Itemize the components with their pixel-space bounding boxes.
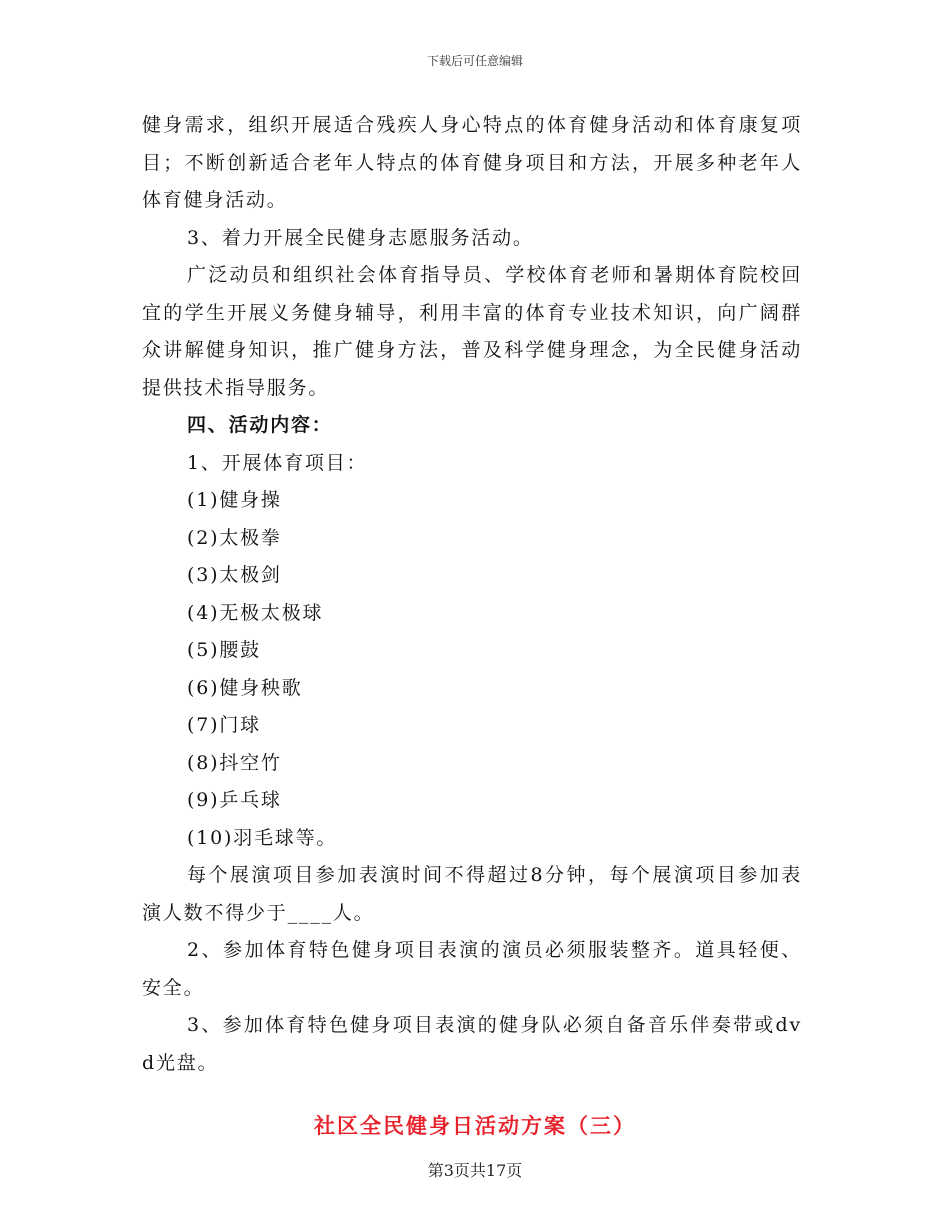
- list-item: (5)腰鼓: [187, 639, 261, 661]
- section-title: 社区全民健身日活动方案（三）: [314, 1113, 636, 1138]
- heading-volunteer-service: 3、着力开展全民健身志愿服务活动。: [187, 226, 534, 249]
- page-footer: 第3页共17页: [427, 1161, 523, 1180]
- list-item: (1)健身操: [187, 489, 282, 511]
- paragraph-music-rules: 3、参加体育特色健身项目表演的健身队必须自备音乐伴奏带或dvd光盘。: [142, 1014, 802, 1074]
- paragraph-costume-rules: 2、参加体育特色健身项目表演的演员必须服装整齐。道具轻便、安全。: [142, 939, 802, 999]
- document-body: [142, 107, 802, 1082]
- list-item: (7)门球: [187, 714, 261, 736]
- list-item: (4)无极太极球: [187, 601, 324, 624]
- paragraph-continued: 健身需求，组织开展适合残疾人身心特点的体育健身活动和体育康复项目；不断创新适合老年人特点的体育健身项目和方法，开展多种老年人体育健身活动。: [142, 114, 802, 211]
- list-item: (6)健身秧歌: [187, 676, 303, 699]
- list-item: (10)羽毛球等。: [187, 826, 338, 849]
- list-item: (8)抖空竹: [187, 751, 282, 774]
- list-item: (2)太极拳: [187, 526, 282, 549]
- section-heading-activity-content: 四、活动内容：: [187, 414, 333, 436]
- heading-sports-items: 1、开展体育项目：: [187, 451, 368, 474]
- paragraph-volunteer: 广泛动员和组织社会体育指导员、学校体育老师和暑期体育院校回宜的学生开展义务健身辅导，利用丰富的体育专业技术知识，向广阔群众讲解健身知识，推广健身方法，普及科学健身理念，为全民健身活动提供技术指导服务。: [142, 264, 802, 399]
- list-item: (3)太极剑: [187, 564, 282, 586]
- paragraph-performance-rules: 每个展演项目参加表演时间不得超过8分钟，每个展演项目参加表演人数不得少于____人。: [142, 864, 802, 924]
- page-header: 下载后可任意编辑: [426, 54, 523, 68]
- list-item: (9)乒乓球: [187, 789, 282, 811]
